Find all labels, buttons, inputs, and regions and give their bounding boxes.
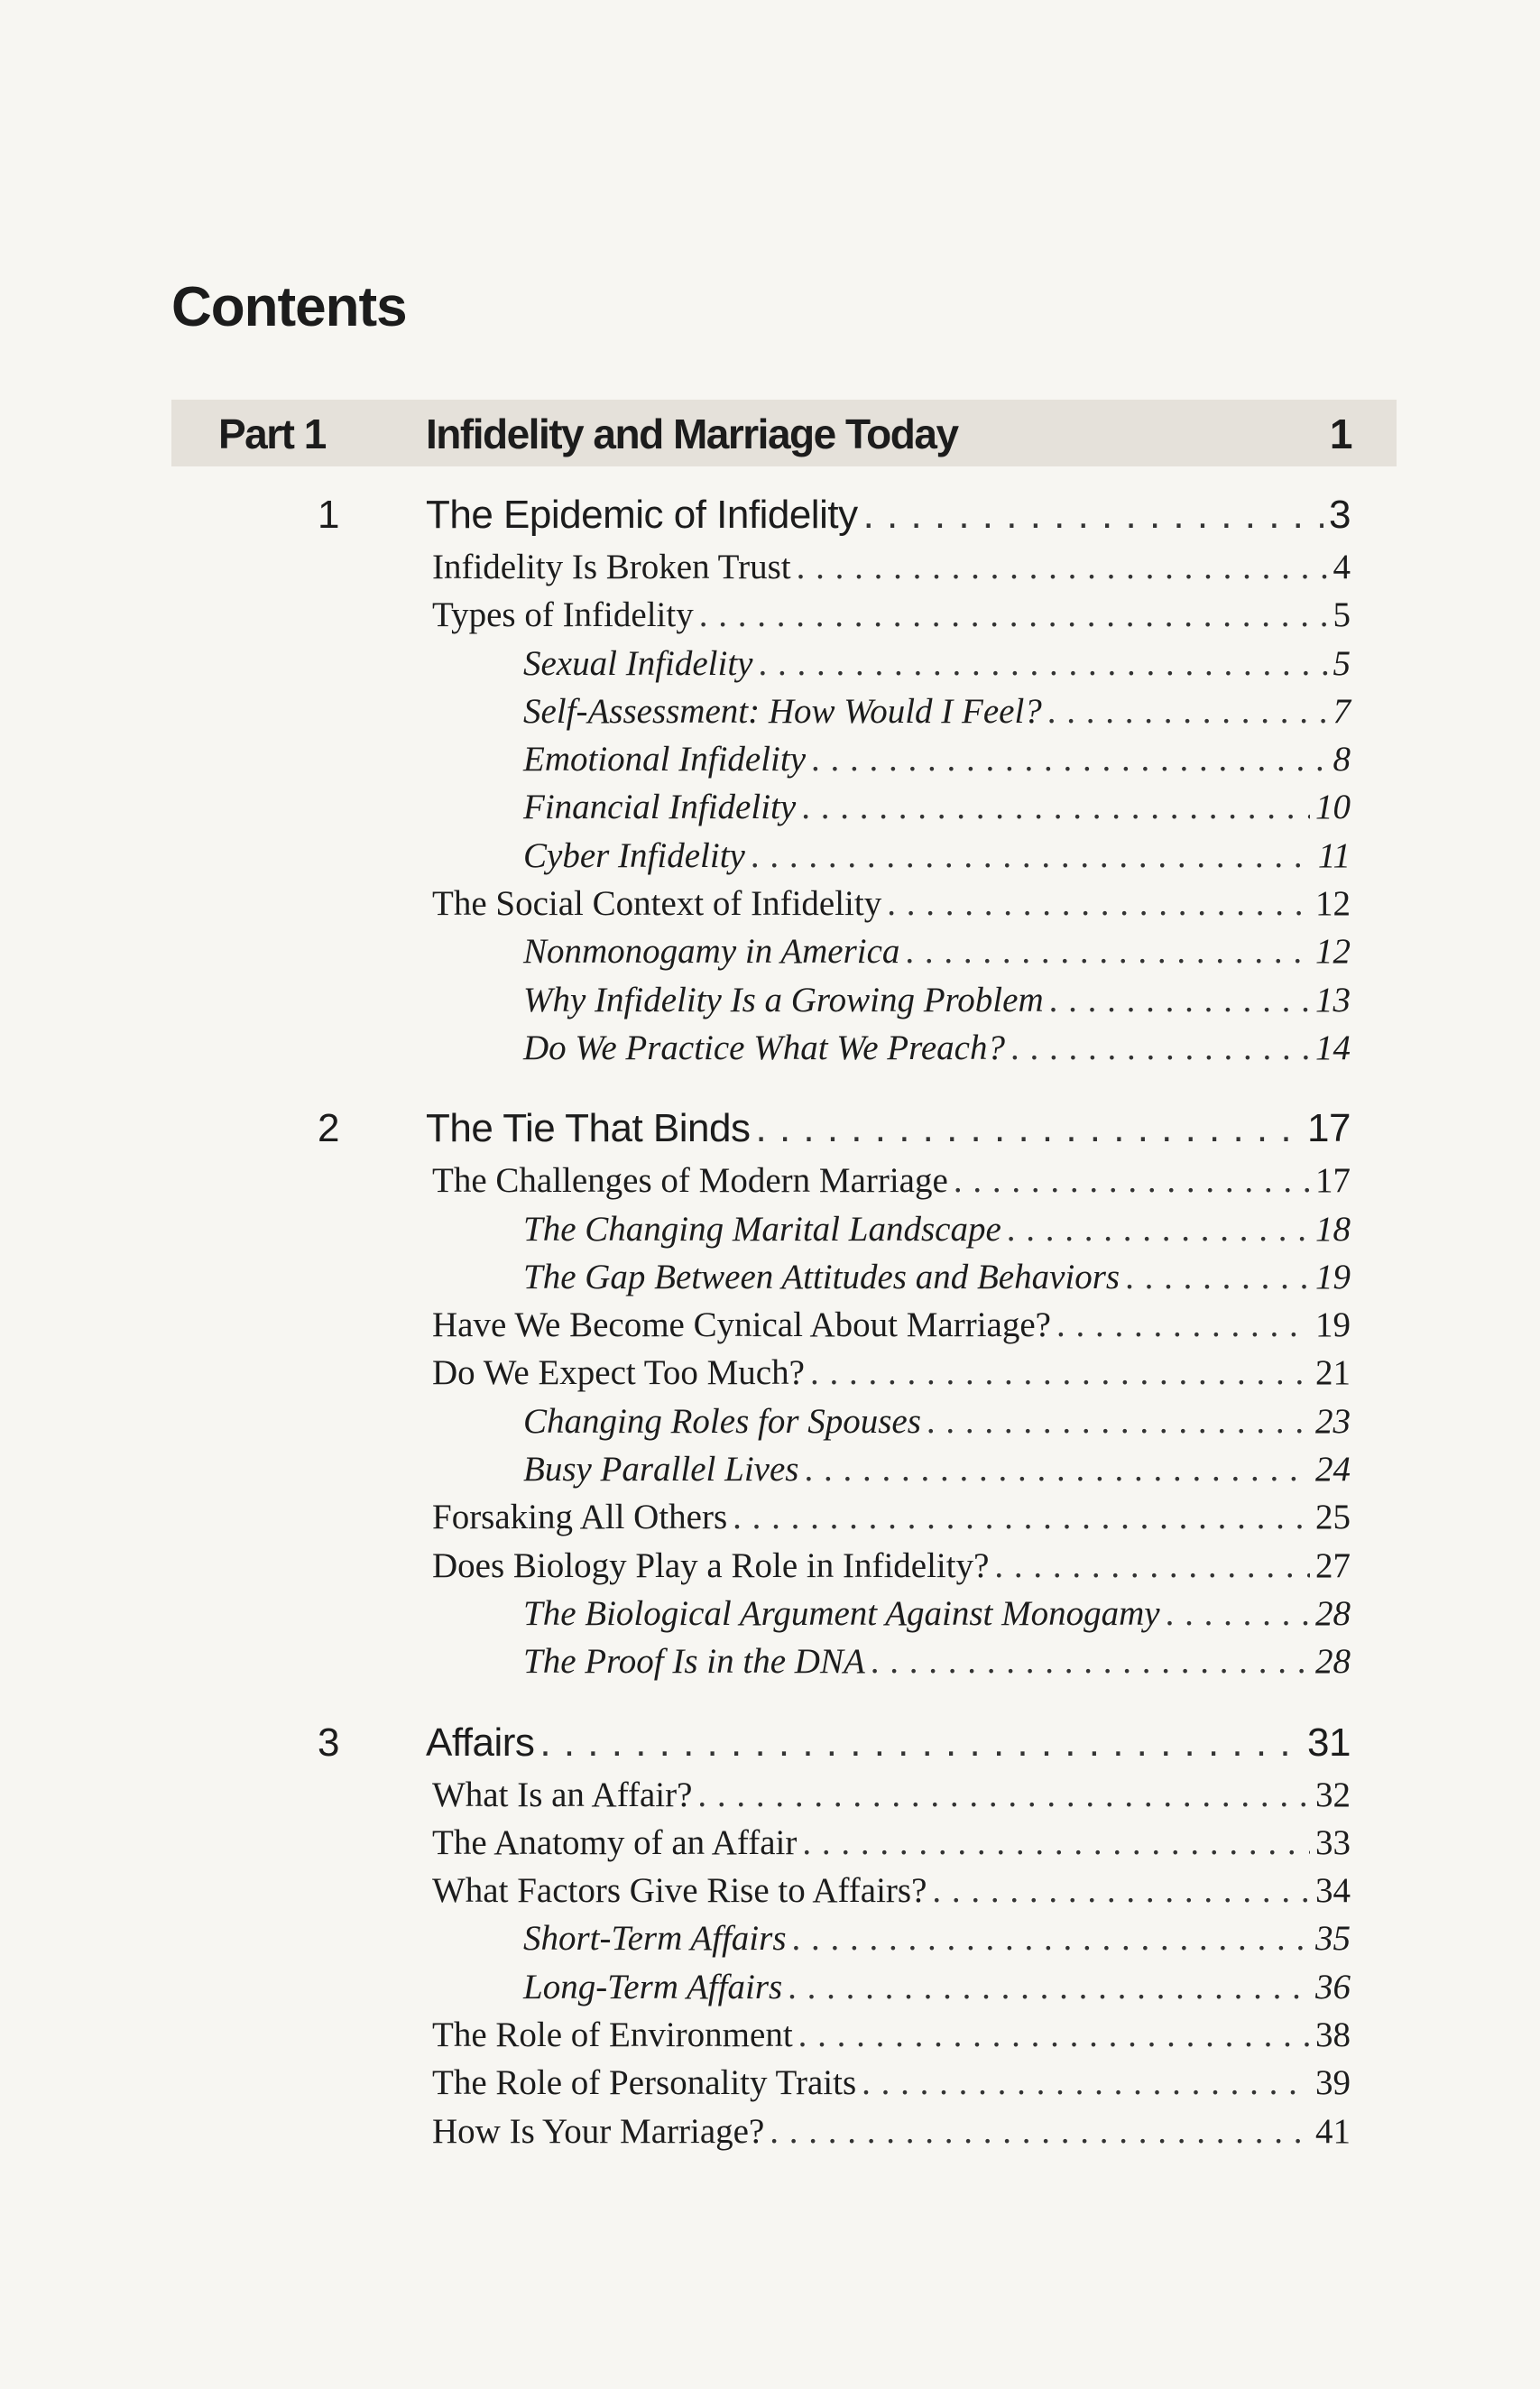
chapter-page: 3 (1329, 493, 1351, 537)
entry-title: Sexual Infidelity (523, 643, 753, 683)
entry-title: Do We Practice What We Preach? (523, 1028, 1005, 1067)
part-page: 1 (1329, 410, 1351, 457)
subsection-entry[interactable] (0, 1445, 1540, 1493)
dot-leader (887, 880, 1310, 927)
dot-leader (756, 1106, 1303, 1151)
entry-title: The Changing Marital Landscape (523, 1209, 1001, 1249)
entry-page: 38 (1315, 2015, 1351, 2055)
dot-leader (798, 2011, 1310, 2059)
subsection-entry[interactable] (0, 1205, 1540, 1253)
dot-leader (1125, 1253, 1310, 1301)
chapter-page: 17 (1307, 1106, 1351, 1151)
entry-page: 27 (1315, 1545, 1351, 1585)
entry-page: 12 (1315, 884, 1351, 924)
entry-title: Why Infidelity Is a Growing Problem (523, 980, 1044, 1019)
table-of-contents (0, 493, 1540, 2190)
entry-page: 19 (1315, 1257, 1351, 1296)
entry-title: Busy Parallel Lives (523, 1450, 799, 1490)
entry-page: 33 (1315, 1822, 1351, 1862)
section-entry[interactable] (0, 1819, 1540, 1867)
subsection-entry[interactable] (0, 1024, 1540, 1072)
dot-leader (932, 1867, 1310, 1914)
subsection-entry[interactable] (0, 783, 1540, 831)
entry-page: 32 (1315, 1775, 1351, 1814)
entry-title: Does Biology Play a Role in Infidelity? (432, 1545, 990, 1585)
entry-page: 19 (1315, 1305, 1351, 1345)
subsection-entry[interactable] (0, 1637, 1540, 1685)
entry-page: 34 (1315, 1871, 1351, 1911)
dot-leader (1056, 1301, 1310, 1349)
entry-title: Changing Roles for Spouses (523, 1401, 921, 1441)
section-entry[interactable] (0, 1867, 1540, 1914)
dot-leader (802, 1819, 1310, 1867)
dot-leader (954, 1157, 1310, 1204)
section-entry[interactable] (0, 1301, 1540, 1349)
entry-title: The Anatomy of an Affair (432, 1822, 798, 1862)
entry-title: How Is Your Marriage? (432, 2111, 765, 2151)
dot-leader (797, 543, 1328, 591)
section-entry[interactable] (0, 1157, 1540, 1204)
entry-title: Nonmonogamy in America (523, 932, 900, 972)
entry-page: 36 (1315, 1967, 1351, 2006)
entry-page: 17 (1315, 1161, 1351, 1201)
section-entry[interactable] (0, 543, 1540, 591)
entry-page: 28 (1315, 1593, 1351, 1633)
dot-leader (759, 640, 1328, 687)
subsection-entry[interactable] (0, 927, 1540, 975)
entry-title: Self-Assessment: How Would I Feel? (523, 691, 1042, 731)
subsection-entry[interactable] (0, 735, 1540, 783)
chapter-page: 31 (1307, 1720, 1351, 1765)
chapter-number: 2 (318, 1106, 339, 1151)
entry-page: 11 (1317, 835, 1351, 875)
chapter-title: The Epidemic of Infidelity (426, 493, 858, 537)
entry-page: 7 (1333, 691, 1351, 731)
subsection-entry[interactable] (0, 640, 1540, 687)
dot-leader (1049, 976, 1310, 1024)
subsection-entry[interactable] (0, 1397, 1540, 1445)
dot-leader (1010, 1024, 1310, 1072)
entry-title: The Proof Is in the DNA (523, 1642, 865, 1682)
chapter-heading[interactable] (0, 1106, 1540, 1157)
entry-title: Emotional Infidelity (523, 740, 807, 779)
entry-page: 21 (1315, 1353, 1351, 1393)
section-entry[interactable] (0, 880, 1540, 927)
dot-leader (927, 1397, 1310, 1445)
entry-title: Short-Term Affairs (523, 1919, 787, 1959)
entry-title: The Biological Argument Against Monogamy (523, 1593, 1160, 1633)
entry-page: 4 (1333, 548, 1351, 586)
dot-leader (862, 2059, 1310, 2107)
subsection-entry[interactable] (0, 976, 1540, 1024)
entry-title: The Role of Personality Traits (432, 2063, 857, 2103)
entry-page: 12 (1315, 932, 1351, 972)
subsection-entry[interactable] (0, 687, 1540, 735)
section-entry[interactable] (0, 1771, 1540, 1819)
subsection-entry[interactable] (0, 1590, 1540, 1637)
subsection-entry[interactable] (0, 832, 1540, 880)
entry-page: 14 (1315, 1028, 1351, 1067)
dot-leader (871, 1637, 1310, 1685)
chapter-heading[interactable] (0, 1720, 1540, 1771)
entry-title: The Challenges of Modern Marriage (432, 1161, 948, 1201)
section-entry[interactable] (0, 2011, 1540, 2059)
chapter-number: 3 (318, 1720, 339, 1765)
subsection-entry[interactable] (0, 1253, 1540, 1301)
dot-leader (539, 1720, 1302, 1766)
dot-leader (770, 2108, 1310, 2155)
entry-title: Infidelity Is Broken Trust (432, 548, 791, 586)
entry-page: 5 (1333, 643, 1351, 683)
dot-leader (905, 927, 1310, 975)
section-entry[interactable] (0, 1542, 1540, 1590)
dot-leader (811, 735, 1327, 783)
dot-leader (1007, 1205, 1310, 1253)
part-banner (171, 400, 1397, 466)
chapter-group (0, 1106, 1540, 1685)
dot-leader (801, 783, 1310, 831)
section-entry[interactable] (0, 2059, 1540, 2107)
section-entry[interactable] (0, 1349, 1540, 1397)
chapter-title: Affairs (426, 1720, 535, 1765)
dot-leader (788, 1963, 1310, 2011)
part-title: Infidelity and Marriage Today (426, 410, 958, 457)
entry-title: Do We Expect Too Much? (432, 1353, 805, 1393)
entry-page: 41 (1315, 2111, 1351, 2151)
dot-leader (810, 1349, 1310, 1397)
chapter-title: The Tie That Binds (426, 1106, 751, 1151)
dot-leader (792, 1914, 1311, 1962)
page-title: Contents (171, 276, 407, 338)
dot-leader (1166, 1590, 1310, 1637)
entry-title: The Role of Environment (432, 2015, 793, 2055)
chapter-group (0, 493, 1540, 1072)
dot-leader (804, 1445, 1310, 1493)
dot-leader (697, 1771, 1310, 1819)
entry-page: 24 (1315, 1450, 1351, 1490)
entry-title: The Social Context of Infidelity (432, 884, 882, 924)
section-entry[interactable] (0, 591, 1540, 639)
entry-title: Cyber Infidelity (523, 835, 745, 875)
entry-page: 39 (1315, 2063, 1351, 2103)
entry-title: What Factors Give Rise to Affairs? (432, 1871, 927, 1911)
entry-page: 18 (1315, 1209, 1351, 1249)
entry-page: 25 (1315, 1498, 1351, 1537)
entry-page: 28 (1315, 1642, 1351, 1682)
entry-page: 8 (1333, 740, 1351, 779)
part-label: Part 1 (218, 410, 326, 457)
entry-page: 13 (1315, 980, 1351, 1019)
entry-page: 35 (1315, 1919, 1351, 1959)
subsection-entry[interactable] (0, 1963, 1540, 2011)
entry-title: What Is an Affair? (432, 1775, 693, 1814)
entry-page: 5 (1333, 595, 1351, 635)
entry-title: Types of Infidelity (432, 595, 694, 635)
entry-title: The Gap Between Attitudes and Behaviors (523, 1257, 1120, 1296)
entry-title: Forsaking All Others (432, 1498, 728, 1537)
entry-title: Have We Become Cynical About Marriage? (432, 1305, 1051, 1345)
subsection-entry[interactable] (0, 1914, 1540, 1962)
entry-page: 23 (1315, 1401, 1351, 1441)
dot-leader (1047, 687, 1328, 735)
chapter-number: 1 (318, 493, 339, 537)
chapter-group (0, 1720, 1540, 2155)
section-entry[interactable] (0, 1493, 1540, 1541)
entry-title: Long-Term Affairs (523, 1967, 783, 2006)
dot-leader (699, 591, 1328, 639)
dot-leader (863, 493, 1323, 538)
entry-page: 10 (1315, 788, 1351, 827)
entry-title: Financial Infidelity (523, 788, 797, 827)
dot-leader (751, 832, 1313, 880)
section-entry[interactable] (0, 2108, 1540, 2155)
chapter-heading[interactable] (0, 493, 1540, 543)
dot-leader (994, 1542, 1310, 1590)
dot-leader (733, 1493, 1310, 1541)
